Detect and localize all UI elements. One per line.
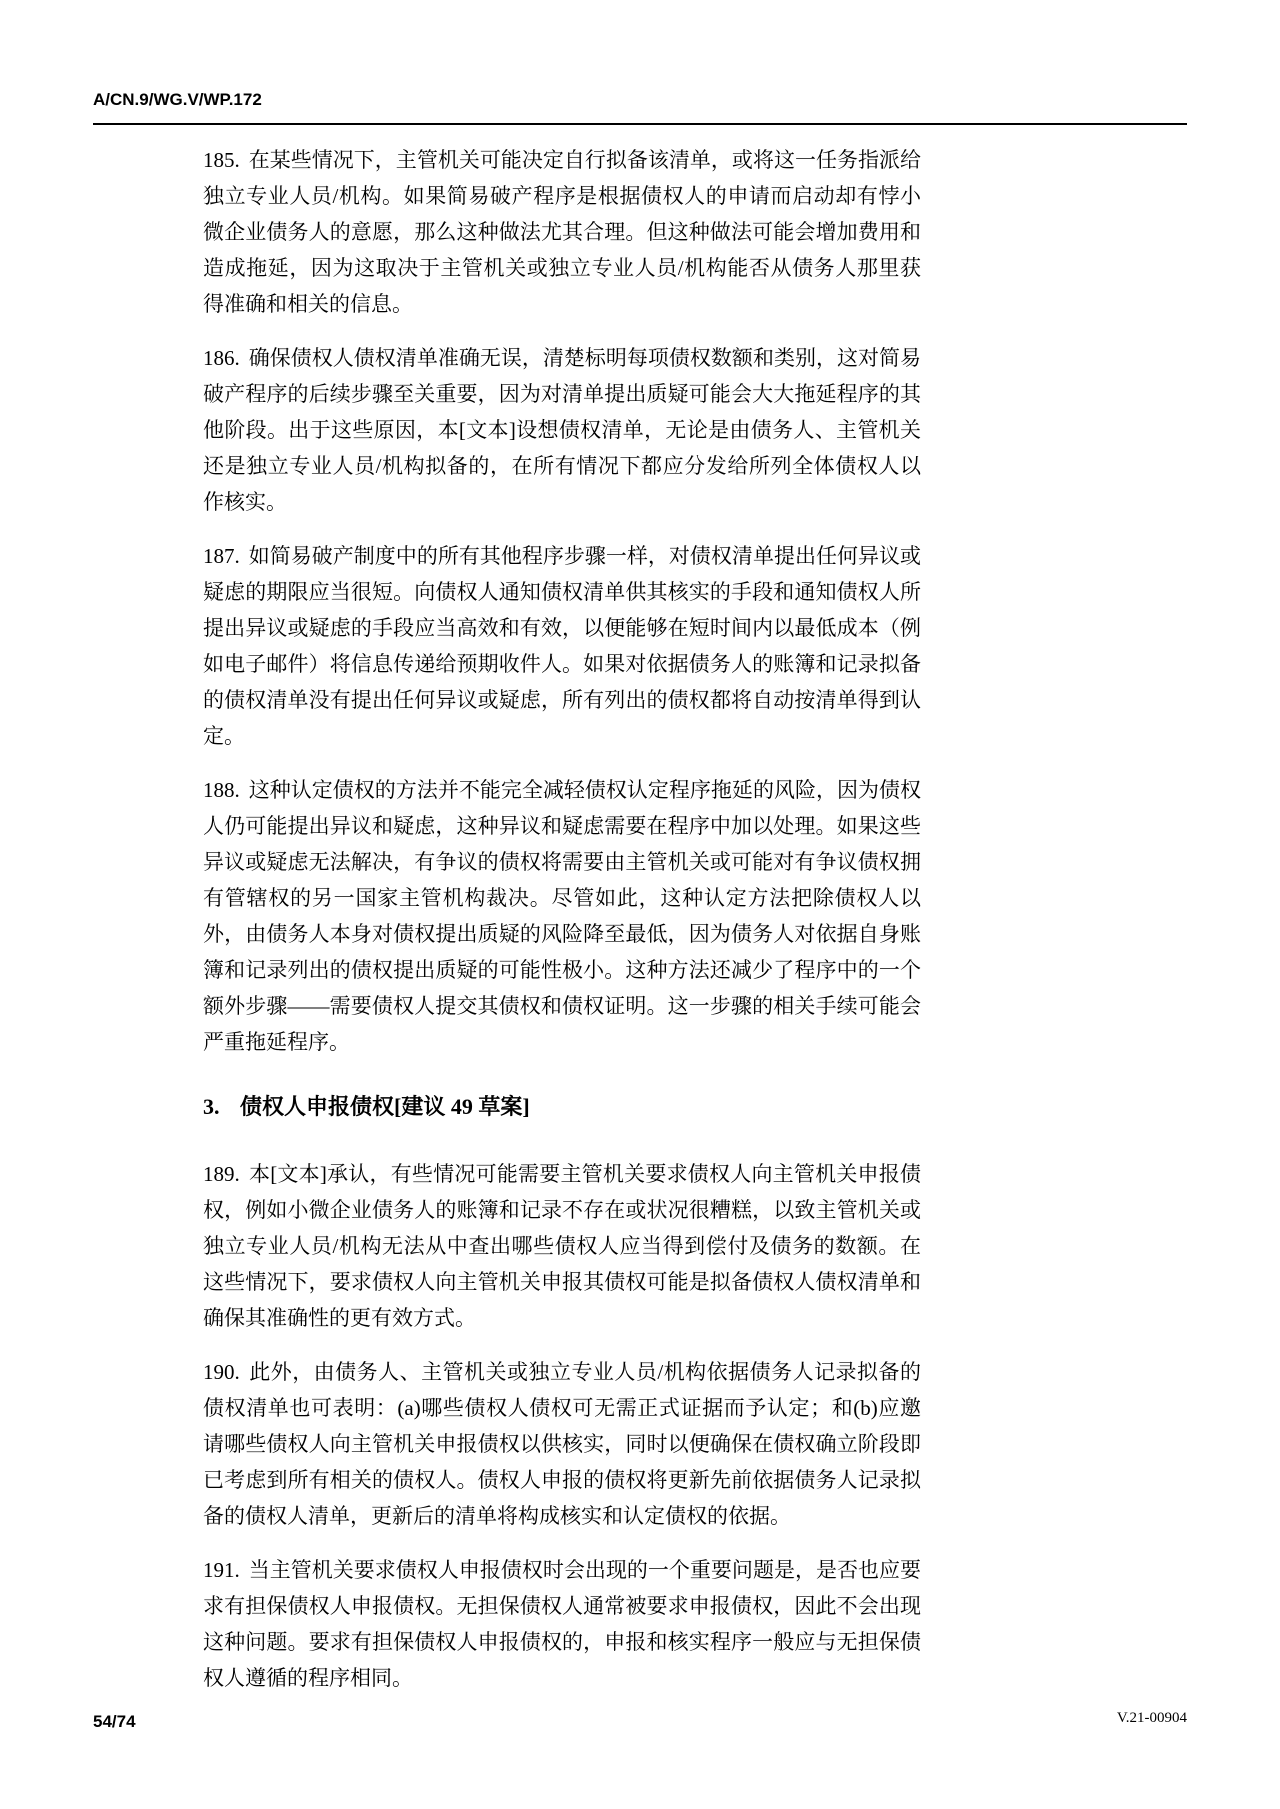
paragraph-text: 如简易破产制度中的所有其他程序步骤一样，对债权清单提出任何异议或疑虑的期限应当很短。向债权人通知债权清单供其核实的手段和通知债权人所提出异议或疑虑的手段应当高效和有效，以便能够在短时间内以最低成本（例如电子邮件）将信息传递给预期收件人。如果对依据债务人的账簿和记录拟备的债权清单没有提出任何异议或疑虑，所有列出的债权都将自动按清单得到认定。 [203, 544, 921, 748]
section-heading-3 [203, 1092, 921, 1122]
paragraph-number: 187. [203, 544, 240, 568]
footer-job-code: V.21-00904 [1116, 1710, 1187, 1726]
paragraph-187 [203, 538, 921, 754]
paragraph-text: 本[文本]承认，有些情况可能需要主管机关要求债权人向主管机关申报债权，例如小微企业债务人的账簿和记录不存在或状况很糟糕，以致主管机关或独立专业人员/机构无法从中查出哪些债权人应当得到偿付及债务的数额。在这些情况下，要求债权人向主管机关申报其债权可能是拟备债权人债权清单和确保其准确性的更有效方式。 [203, 1162, 921, 1330]
paragraph-number: 191. [203, 1558, 240, 1582]
document-symbol: A/CN.9/WG.V/WP.172 [93, 90, 262, 109]
paragraph-text: 这种认定债权的方法并不能完全减轻债权认定程序拖延的风险，因为债权人仍可能提出异议和疑虑，这种异议和疑虑需要在程序中加以处理。如果这些异议或疑虑无法解决，有争议的债权将需要由主管机关或可能对有争议债权拥有管辖权的另一国家主管机构裁决。尽管如此，这种认定方法把除债权人以外，由债务人本身对债权提出质疑的风险降至最低，因为债务人对依据自身账簿和记录列出的债权提出质疑的可能性极小。这种方法还减少了程序中的一个额外步骤——需要债权人提交其债权和债权证明。这一步骤的相关手续可能会严重拖延程序。 [203, 778, 921, 1054]
footer-page-number: 54/74 [93, 1712, 136, 1731]
paragraph-number: 185. [203, 148, 240, 172]
paragraph-189 [203, 1156, 921, 1336]
paragraph-number: 190. [203, 1360, 240, 1384]
paragraph-text: 确保债权人债权清单准确无误，清楚标明每项债权数额和类别，这对简易破产程序的后续步骤至关重要，因为对清单提出质疑可能会大大拖延程序的其他阶段。出于这些原因，本[文本]设想债权清单，无论是由债务人、主管机关还是独立专业人员/机构拟备的，在所有情况下都应分发给所列全体债权人以作核实。 [203, 346, 921, 514]
paragraph-number: 186. [203, 346, 240, 370]
paragraph-text: 此外，由债务人、主管机关或独立专业人员/机构依据债务人记录拟备的债权清单也可表明：(a)哪些债权人债权可无需正式证据而予认定；和(b)应邀请哪些债权人向主管机关申报债权以供核实，同时以便确保在债权确立阶段即已考虑到所有相关的债权人。债权人申报的债权将更新先前依据债务人记录拟备的债权人清单，更新后的清单将构成核实和认定债权的依据。 [203, 1360, 921, 1528]
section-title: 债权人申报债权[建议 49 草案] [240, 1094, 530, 1119]
paragraph-190 [203, 1354, 921, 1534]
section-number: 3. [203, 1094, 220, 1119]
header-rule [93, 123, 1187, 125]
paragraph-188 [203, 772, 921, 1060]
paragraph-text: 在某些情况下，主管机关可能决定自行拟备该清单，或将这一任务指派给独立专业人员/机构。如果简易破产程序是根据债权人的申请而启动却有悖小微企业债务人的意愿，那么这种做法尤其合理。但这种做法可能会增加费用和造成拖延，因为这取决于主管机关或独立专业人员/机构能否从债务人那里获得准确和相关的信息。 [203, 148, 921, 316]
paragraph-number: 188. [203, 778, 240, 802]
document-body [203, 142, 921, 1714]
paragraph-185 [203, 142, 921, 322]
page-header [93, 90, 1187, 133]
paragraph-text: 当主管机关要求债权人申报债权时会出现的一个重要问题是，是否也应要求有担保债权人申报债权。无担保债权人通常被要求申报债权，因此不会出现这种问题。要求有担保债权人申报债权的，申报和核实程序一般应与无担保债权人遵循的程序相同。 [203, 1558, 921, 1690]
paragraph-186 [203, 340, 921, 520]
paragraph-number: 189. [203, 1162, 240, 1186]
paragraph-191 [203, 1552, 921, 1696]
